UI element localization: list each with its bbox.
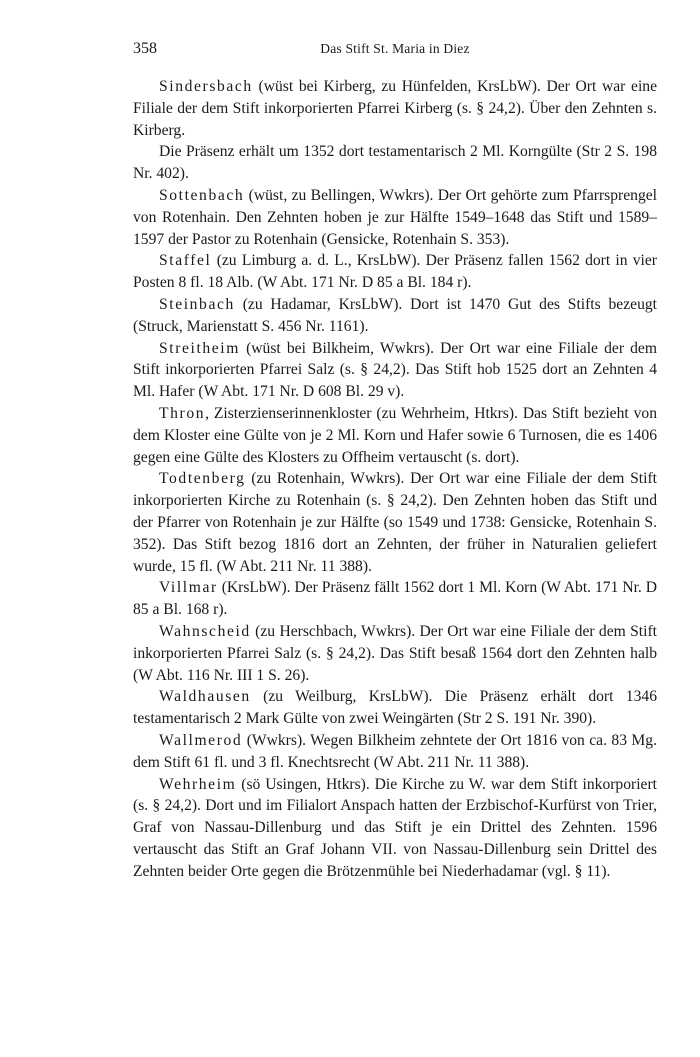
entry-text: (zu Herschbach, Wwkrs). Der Ort war eine Filiale der dem Stift inkorporierten Pfarrei Salz (s. § 24,2). Das Stift besaß 1564 dort den Zehnten halb (W Abt. 116 Nr. III 1 S. 26). (133, 622, 657, 684)
entry-term: Wahnscheid (159, 622, 251, 640)
entry-text: (zu Limburg a. d. L., KrsLbW). Der Präsenz fallen 1562 dort in vier Posten 8 fl. 18 Alb. (W Abt. 171 Nr. D 85 a Bl. 184 r). (133, 252, 657, 292)
entry-paragraph (133, 338, 657, 403)
page-header (133, 40, 657, 64)
entry-text: (wüst bei Bilkheim, Wwkrs). Der Ort war eine Filiale der dem Stift inkorporierten Pfarrei Salz (s. § 24,2). Das Stift hob 1525 dort an Zehnten 4 Ml. Hafer (W Abt. 171 Nr. D 608 Bl. 29 v). (133, 339, 657, 401)
entry-text: , Zisterzienserinnenkloster (zu Wehrheim, Htkrs). Das Stift bezieht von dem Kloster eine Gülte von je 2 Ml. Korn und Hafer sowie 6 Turnosen, die es 1406 gegen eine Gülte des Klosters zu Offheim vertauscht (s. dort). (133, 404, 657, 466)
entry-text: (wüst, zu Bellingen, Wwkrs). Der Ort gehörte zum Pfarrsprengel von Rotenhain. Den Zehnten hoben je zur Hälfte 1549–1648 das Stift und 1589–1597 der Pastor zu Rotenhain (Gensicke, Rotenhain S. 353). (133, 186, 657, 248)
entry-paragraph (133, 774, 657, 883)
entry-paragraph (133, 686, 657, 730)
entry-text: (zu Hadamar, KrsLbW). Dort ist 1470 Gut des Stifts bezeugt (Struck, Marienstatt S. 456 Nr. 1161). (133, 295, 657, 335)
entry-paragraph (133, 730, 657, 774)
entry-paragraph (133, 468, 657, 577)
entry-paragraph (133, 621, 657, 686)
entry-term: Todtenberg (159, 470, 246, 488)
entry-term: Wehrheim (159, 775, 237, 793)
entry-text: (KrsLbW). Der Präsenz fällt 1562 dort 1 Ml. Korn (W Abt. 171 Nr. D 85 a Bl. 168 r). (133, 579, 657, 619)
entry-paragraph (133, 294, 657, 338)
entry-paragraph (133, 185, 657, 250)
entry-term: Sottenbach (159, 186, 245, 204)
entry-text: (Wwkrs). Wegen Bilkheim zehntete der Ort 1816 von ca. 83 Mg. dem Stift 61 fl. und 3 fl. Knechtsrecht (W Abt. 211 Nr. 11 388). (133, 731, 657, 771)
entry-text: (zu Rotenhain, Wwkrs). Der Ort war eine Filiale der dem Stift inkorporierten Kirche zu Rotenhain (s. § 24,2). Den Zehnten hoben das Stift und der Pfarrer von Rotenhain je zur Hälfte (so 1549 und 1738: Gensicke, Rotenhain S. 352). Das Stift bezog 1816 dort an Zehnten, der früher in Naturalien geliefert wurde, 15 fl. (W Abt. 211 Nr. 11 388). (133, 470, 657, 575)
entry-term: Waldhausen (159, 688, 251, 706)
body-text (133, 76, 657, 882)
entry-term: Thron (159, 404, 206, 422)
entry-term: Steinbach (159, 295, 235, 313)
entry-paragraph (133, 250, 657, 294)
entry-text: (sö Usingen, Htkrs). Die Kirche zu W. war dem Stift inkorporiert (s. § 24,2). Dort und im Filialort Anspach hatten der Erzbischof-Kurfürst von Trier, Graf von Nassau-Dillenburg und das Stift je ein Drittel des Zehnten. 1596 vertauscht das Stift an Graf Johann VII. von Nassau-Dillenburg sein Drittel des Zehnten beider Orte gegen die Brötzenmühle bei Niederhadamar (vgl. § 11). (133, 775, 657, 880)
running-title: Das Stift St. Maria in Diez (320, 41, 470, 56)
entry-text: (wüst bei Kirberg, zu Hünfelden, KrsLbW). Der Ort war eine Filiale der dem Stift inkorporierten Pfarrei Kirberg (s. § 24,2). Über den Zehnten s. Kirberg. (133, 78, 657, 139)
entry-text: Die Präsenz erhält um 1352 dort testamentarisch 2 Ml. Korngülte (Str 2 S. 198 Nr. 402). (133, 143, 657, 183)
entry-text: (zu Weilburg, KrsLbW). Die Präsenz erhält dort 1346 testamentarisch 2 Mark Gülte von zwei Weingärten (Str 2 S. 191 Nr. 390). (133, 688, 657, 728)
entry-term: Villmar (159, 579, 218, 597)
entry-term: Sindersbach (159, 78, 253, 95)
entry-term: Staffel (159, 252, 212, 270)
entry-term: Streitheim (159, 339, 240, 357)
entry-paragraph (133, 403, 657, 468)
entry-paragraph (133, 577, 657, 621)
page-number: 358 (133, 40, 157, 57)
entry-paragraph (133, 141, 657, 185)
entry-term: Wallmerod (159, 731, 243, 749)
entry-paragraph (133, 76, 657, 141)
